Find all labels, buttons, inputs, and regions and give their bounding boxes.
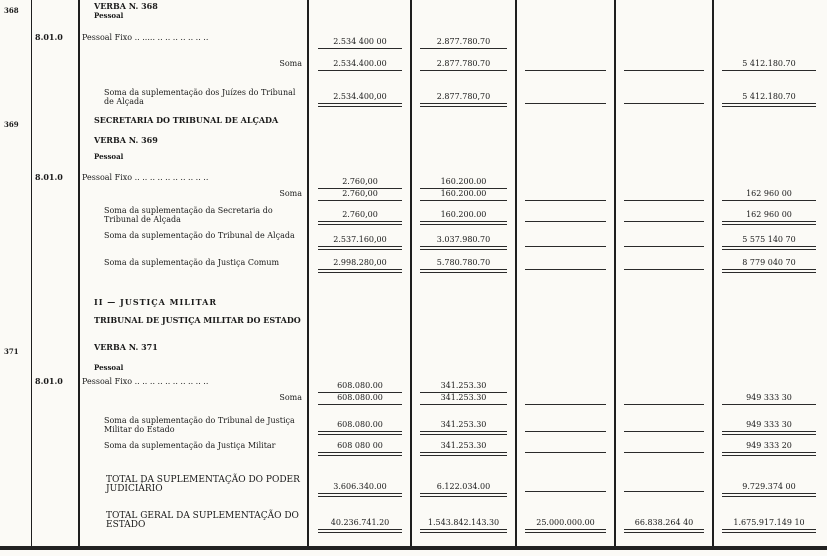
amount-underline xyxy=(420,200,507,201)
amount-underline xyxy=(318,48,402,49)
amount-underline xyxy=(722,269,816,270)
amount-underline xyxy=(420,246,507,247)
line-label: Pessoal Fixo .. ..... .. .. .. .. .. .. .. xyxy=(82,33,209,42)
amount-double-underline xyxy=(722,272,816,273)
amount-underline xyxy=(722,221,816,222)
amount-double-underline xyxy=(722,224,816,225)
amount-double-underline xyxy=(318,224,402,225)
amount-c1: 2.760,00 xyxy=(342,189,378,198)
amount-c2: 341.253.30 xyxy=(440,420,487,429)
amount-underline xyxy=(318,221,402,222)
amount-c1: 2.998.280,00 xyxy=(333,258,387,267)
amount-c1: 2.534.400,00 xyxy=(333,92,387,101)
col-rule-7 xyxy=(712,0,714,546)
amount-c3: 25.000.000.00 xyxy=(536,518,595,527)
amount-underline xyxy=(722,246,816,247)
amount-underline xyxy=(525,529,606,530)
col-rule-4 xyxy=(410,0,412,546)
empty-underline xyxy=(525,452,606,453)
empty-underline xyxy=(624,452,704,453)
amount-c2: 341.253.30 xyxy=(440,393,487,402)
amount-c1: 2.534 400 00 xyxy=(333,37,387,46)
empty-underline xyxy=(624,269,704,270)
col-rule-6 xyxy=(614,0,616,546)
amount-c2: 2.877.780.70 xyxy=(436,37,491,46)
section-title: VERBA N. 368 xyxy=(94,1,158,11)
amount-double-underline xyxy=(722,455,816,456)
amount-c1: 608.080.00 xyxy=(337,393,383,402)
rubric-code: 8.01.0 xyxy=(35,376,63,386)
amount-c2: 160.200.00 xyxy=(440,210,487,219)
empty-underline xyxy=(624,246,704,247)
amount-underline xyxy=(318,431,402,432)
amount-c1: 2.537.160,00 xyxy=(333,235,387,244)
line-label: Soma da suplementação do Tribunal de Alçada xyxy=(104,231,295,240)
amount-c2: 6.122.034.00 xyxy=(436,482,491,491)
amount-c1: 608.080.00 xyxy=(337,381,383,390)
empty-underline xyxy=(624,431,704,432)
amount-c2: 341.253.30 xyxy=(440,441,487,450)
amount-double-underline xyxy=(420,249,507,250)
amount-double-underline xyxy=(420,532,507,533)
col-rule-2 xyxy=(78,0,80,546)
empty-underline xyxy=(525,70,606,71)
amount-double-underline xyxy=(722,496,816,497)
amount-double-underline xyxy=(525,532,606,533)
line-label: Soma xyxy=(279,393,302,402)
amount-underline xyxy=(318,452,402,453)
amount-double-underline xyxy=(420,224,507,225)
amount-double-underline xyxy=(420,106,507,107)
amount-underline xyxy=(318,246,402,247)
amount-underline xyxy=(318,493,402,494)
amount-c5: 5 575 140 70 xyxy=(742,235,796,244)
amount-c4: 66.838.264 40 xyxy=(634,518,694,527)
line-label: Soma xyxy=(279,59,302,68)
amount-underline xyxy=(420,269,507,270)
amount-double-underline xyxy=(722,249,816,250)
empty-underline xyxy=(624,200,704,201)
amount-c1: 608 080 00 xyxy=(337,441,383,450)
line-label: Pessoal Fixo .. .. .. .. .. .. .. .. .. .. xyxy=(82,377,209,386)
amount-underline xyxy=(722,452,816,453)
amount-c2: 3.037.980.70 xyxy=(436,235,491,244)
amount-c1: 608.080.00 xyxy=(337,420,383,429)
amount-underline xyxy=(420,404,507,405)
amount-underline xyxy=(420,70,507,71)
amount-underline xyxy=(722,404,816,405)
amount-underline xyxy=(318,200,402,201)
amount-underline xyxy=(420,48,507,49)
amount-double-underline xyxy=(318,249,402,250)
bottom-rule xyxy=(0,546,827,550)
amount-double-underline xyxy=(318,532,402,533)
amount-underline xyxy=(722,103,816,104)
amount-underline xyxy=(722,493,816,494)
amount-underline xyxy=(318,404,402,405)
amount-c1: 3.606.340.00 xyxy=(333,482,387,491)
amount-underline xyxy=(420,431,507,432)
amount-c1: 2.534.400.00 xyxy=(333,59,387,68)
amount-c2: 5.780.780.70 xyxy=(436,258,491,267)
verba-title: VERBA N. 369 xyxy=(94,135,158,145)
empty-underline xyxy=(525,269,606,270)
empty-underline xyxy=(525,103,606,104)
amount-double-underline xyxy=(318,434,402,435)
amount-double-underline xyxy=(420,496,507,497)
empty-underline xyxy=(525,246,606,247)
amount-c5: 162 960 00 xyxy=(746,189,792,198)
amount-underline xyxy=(420,103,507,104)
line-label: Soma da suplementação da Secretaria do Tribunal de Alçada xyxy=(104,206,273,224)
empty-underline xyxy=(624,103,704,104)
amount-c5: 1.675.917.149 10 xyxy=(733,518,805,527)
rubric-code: 8.01.0 xyxy=(35,32,63,42)
empty-underline xyxy=(525,200,606,201)
subheading-pessoal: Pessoal xyxy=(94,152,124,161)
section-heading: II — JUSTIÇA MILITAR xyxy=(94,297,217,307)
verba-code: 368 xyxy=(4,6,19,15)
col-rule-1 xyxy=(31,0,32,546)
total-label: TOTAL DA SUPLEMENTAÇÃO DO PODER JUDICIÁRIO xyxy=(106,475,300,494)
amount-c5: 162 960 00 xyxy=(746,210,792,219)
amount-underline xyxy=(420,221,507,222)
amount-double-underline xyxy=(420,434,507,435)
amount-c2: 2.877.780.70 xyxy=(436,59,491,68)
section-title: TRIBUNAL DE JUSTIÇA MILITAR DO ESTADO xyxy=(94,315,301,325)
amount-c2: 160.200.00 xyxy=(440,177,487,186)
amount-underline xyxy=(722,529,816,530)
empty-underline xyxy=(525,431,606,432)
amount-c2: 341.253.30 xyxy=(440,381,487,390)
rubric-code: 8.01.0 xyxy=(35,172,63,182)
empty-underline xyxy=(525,404,606,405)
subheading-pessoal: Pessoal xyxy=(94,363,124,372)
amount-underline xyxy=(722,200,816,201)
amount-double-underline xyxy=(318,496,402,497)
amount-double-underline xyxy=(318,106,402,107)
amount-c5: 949 333 20 xyxy=(746,441,792,450)
amount-double-underline xyxy=(318,455,402,456)
amount-double-underline xyxy=(722,532,816,533)
line-label: Soma da suplementação da Justiça Comum xyxy=(104,258,280,267)
amount-underline xyxy=(624,529,704,530)
amount-double-underline xyxy=(420,455,507,456)
amount-underline xyxy=(420,452,507,453)
amount-c5: 949 333 30 xyxy=(746,393,792,402)
empty-underline xyxy=(624,491,704,492)
line-label: Soma da suplementação do Tribunal de Justiça Militar do Estado xyxy=(104,416,295,434)
amount-c1: 2.760,00 xyxy=(342,210,378,219)
amount-c5: 9.729.374 00 xyxy=(742,482,796,491)
amount-double-underline xyxy=(722,434,816,435)
amount-c1: 40.236.741.20 xyxy=(330,518,390,527)
col-rule-3 xyxy=(307,0,309,546)
amount-double-underline xyxy=(318,272,402,273)
empty-underline xyxy=(624,221,704,222)
amount-underline xyxy=(722,70,816,71)
line-label: Soma xyxy=(279,189,302,198)
empty-underline xyxy=(624,70,704,71)
amount-c5: 8 779 040 70 xyxy=(742,258,796,267)
subheading-pessoal: Pessoal xyxy=(94,11,124,20)
empty-underline xyxy=(624,404,704,405)
amount-c2: 160.200.00 xyxy=(440,189,487,198)
section-title: SECRETARIA DO TRIBUNAL DE ALÇADA xyxy=(94,115,279,125)
amount-underline xyxy=(318,269,402,270)
empty-underline xyxy=(525,221,606,222)
amount-c2: 1.543.842.143.30 xyxy=(427,518,500,527)
verba-code: 371 xyxy=(4,347,19,356)
amount-c5: 949 333 30 xyxy=(746,420,792,429)
amount-c2: 2.877.780,70 xyxy=(436,92,491,101)
total-label: TOTAL GERAL DA SUPLEMENTAÇÃO DO ESTADO xyxy=(106,511,299,530)
amount-c1: 2.760,00 xyxy=(342,177,378,186)
amount-double-underline xyxy=(624,532,704,533)
amount-double-underline xyxy=(722,106,816,107)
line-label: Soma da suplementação dos Juízes do Tribunal de Alçada xyxy=(104,88,296,106)
amount-underline xyxy=(420,529,507,530)
col-rule-5 xyxy=(515,0,517,546)
amount-underline xyxy=(420,493,507,494)
line-label: Pessoal Fixo .. .. .. .. .. .. .. .. .. .. xyxy=(82,173,209,182)
amount-underline xyxy=(318,70,402,71)
amount-c5: 5 412.180.70 xyxy=(742,92,796,101)
amount-double-underline xyxy=(420,272,507,273)
section-title: VERBA N. 371 xyxy=(94,342,158,352)
empty-underline xyxy=(525,491,606,492)
line-label: Soma da suplementação da Justiça Militar xyxy=(104,441,276,450)
amount-underline xyxy=(722,431,816,432)
amount-underline xyxy=(318,103,402,104)
amount-c5: 5 412.180.70 xyxy=(742,59,796,68)
amount-underline xyxy=(318,529,402,530)
verba-code: 369 xyxy=(4,120,19,129)
